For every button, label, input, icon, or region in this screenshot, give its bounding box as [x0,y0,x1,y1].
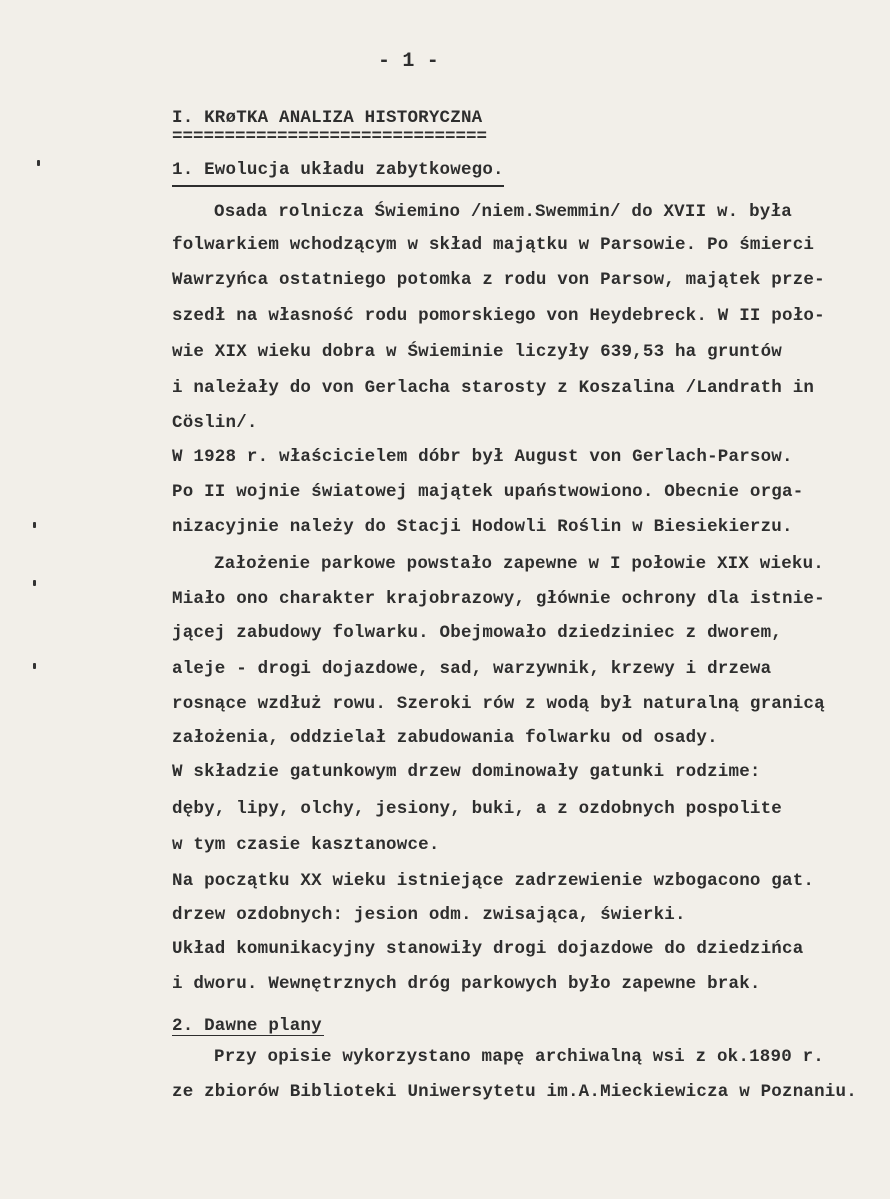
body-line: Cöslin/. [172,413,258,433]
body-line: aleje - drogi dojazdowe, sad, warzywnik, krzewy i drzewa [172,659,772,679]
body-line: szedł na własność rodu pomorskiego von Heydebreck. W II poło- [172,306,825,326]
body-line: drzew ozdobnych: jesion odm. zwisająca, świerki. [172,905,686,925]
body-line: nizacyjnie należy do Stacji Hodowli Roślin w Biesiekierzu. [172,517,793,537]
body-line: Układ komunikacyjny stanowiły drogi dojazdowe do dziedzińca [172,939,804,959]
body-line: rosnące wzdłuż rowu. Szeroki rów z wodą był naturalną granicą [172,694,825,714]
subsection-title-1: 1. Ewolucja układu zabytkowego. [172,160,504,180]
body-line: wie XIX wieku dobra w Świeminie liczyły 639,53 ha gruntów [172,342,782,362]
body-line: dęby, lipy, olchy, jesiony, buki, a z ozdobnych pospolite [172,799,782,819]
body-line: w tym czasie kasztanowce. [172,835,440,855]
margin-mark [37,160,40,166]
body-line: W 1928 r. właścicielem dóbr był August von Gerlach-Parsow. [172,447,793,467]
section-title: I. KRøTKA ANALIZA HISTORYCZNA [172,108,483,128]
body-line: Po II wojnie światowej majątek upaństwowiono. Obecnie orga- [172,482,804,502]
body-line: W składzie gatunkowym drzew dominowały gatunki rodzime: [172,762,761,782]
margin-mark [33,522,36,528]
body-line: ze zbiorów Biblioteki Uniwersytetu im.A.Mieckiewicza w Poznaniu. [172,1082,857,1102]
body-line: Na początku XX wieku istniejące zadrzewienie wzbogacono gat. [172,871,815,891]
section-title-underline: ============================== [172,127,488,147]
body-line: i dworu. Wewnętrznych dróg parkowych było zapewne brak. [172,974,761,994]
body-line: i należały do von Gerlacha starosty z Koszalina /Landrath in [172,378,815,398]
page-number: - 1 - [378,50,440,73]
subsection-underline-1 [172,185,504,187]
body-line: jącej zabudowy folwarku. Obejmowało dziedziniec z dworem, [172,623,782,643]
body-line: Przy opisie wykorzystano mapę archiwalną wsi z ok.1890 r. [214,1047,824,1067]
subsection-title-2: 2. Dawne plany [172,1016,322,1036]
margin-mark [33,663,36,669]
body-line: Wawrzyńca ostatniego potomka z rodu von Parsow, majątek prze- [172,270,825,290]
subsection-underline-2 [172,1035,324,1036]
body-line: Osada rolnicza Świemino /niem.Swemmin/ do XVII w. była [214,202,792,222]
body-line: Założenie parkowe powstało zapewne w I połowie XIX wieku. [214,554,824,574]
body-line: założenia, oddzielał zabudowania folwarku od osady. [172,728,718,748]
body-line: folwarkiem wchodzącym w skład majątku w Parsowie. Po śmierci [172,235,815,255]
body-line: Miało ono charakter krajobrazowy, głównie ochrony dla istnie- [172,589,825,609]
margin-mark [33,580,36,586]
